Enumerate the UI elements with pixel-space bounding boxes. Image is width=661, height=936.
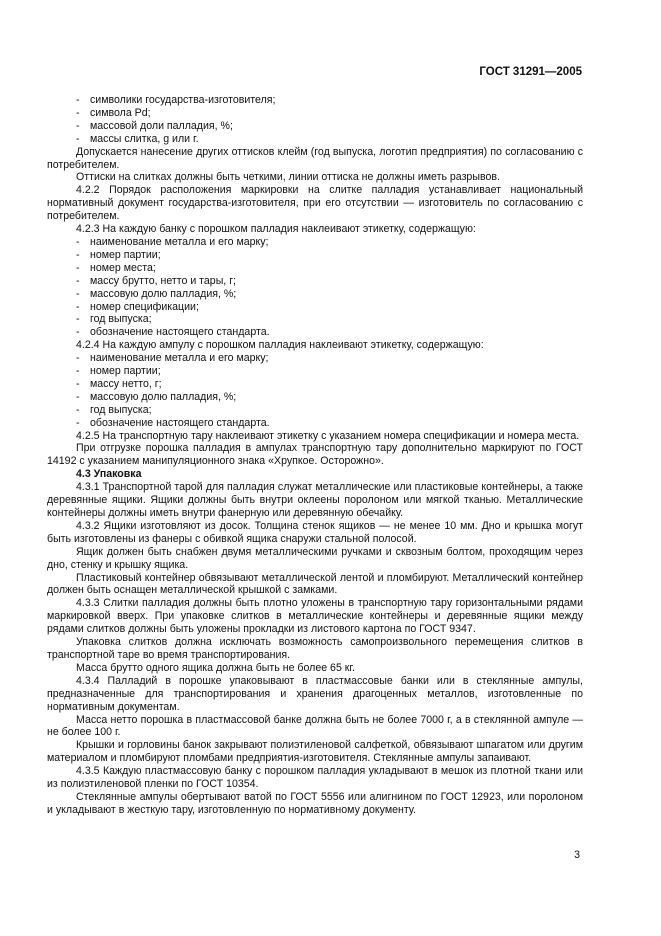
paragraph: Оттиски на слитках должны быть четкими, линии оттиска не должны иметь разрывов. (76, 171, 500, 184)
list-dash: - (76, 377, 80, 390)
list-item-text: наименование металла и его марку; (90, 352, 269, 365)
list-item (47, 326, 583, 339)
list-dash: - (76, 390, 80, 403)
page-number: 3 (574, 849, 580, 861)
list-dash: - (76, 416, 80, 429)
list-dash: - (76, 287, 80, 300)
list-item (47, 378, 583, 391)
paragraph: 4.2.3 На каждую банку с порошком палладия наклеивают этикетку, содержащую: (76, 223, 476, 236)
paragraph: 4.3.4 Палладий в порошке упаковывают в пластмассовые банки или в стеклянные ампулы, предназначенные для транспортирования и хранения драгоценных металлов, изготовленные по нормативным документам. (47, 674, 583, 713)
paragraph: Пластиковый контейнер обвязывают металлической лентой и пломбируют. Металлический контейнер должен быть оснащен металлической крышкой с замками. (47, 571, 583, 597)
list-item (47, 352, 583, 365)
list-dash: - (76, 106, 80, 119)
paragraph: 4.2.5 На транспортную тару наклеивают этикетку с указанием номера спецификации и номера места. (76, 429, 580, 442)
list-item-text: обозначение настоящего стандарта. (90, 416, 270, 429)
paragraph: Упаковка слитков должна исключать возможность самопроизвольного перемещения слитков в транспортной таре во время транспортирования. (47, 636, 583, 661)
list-item-text: номер спецификации; (90, 300, 199, 313)
list-item-text: год выпуска; (90, 313, 152, 326)
list-item (47, 313, 583, 326)
list-item-text: массы слитка, g или г. (90, 132, 199, 145)
list-item-text: номер партии; (90, 248, 161, 261)
list-item-text: номер места; (90, 261, 156, 274)
paragraph: 4.3.2 Ящики изготовляют из досок. Толщина стенок ящиков — не менее 10 мм. Дно и крышка могут быть изготовлены из фанеры с обивкой ящика снаружи стальной полосой. (47, 519, 583, 545)
list-dash: - (76, 313, 80, 326)
list-dash: - (76, 235, 80, 248)
list-dash: - (76, 300, 80, 313)
list-item (47, 301, 583, 314)
list-dash: - (76, 248, 80, 261)
paragraph: 4.3.3 Слитки палладия должны быть плотно уложены в транспортную тару горизонтальными рядами маркировкой вверх. При упаковке слитков в металлические контейнеры и деревянные ящики между рядами слитков должны быть уложены прокладки из листового картона по ГОСТ 9347. (47, 597, 583, 636)
list-item (47, 365, 583, 378)
list-item-text: массовую долю палладия, %; (90, 390, 237, 403)
list-item-text: символики государства-изготовителя; (90, 94, 276, 106)
paragraph: Стеклянные ампулы обертывают ватой по ГОСТ 5556 или алигнином по ГОСТ 12923, или поролоном и укладывают в жесткую тару, изготовленную по нормативному документу. (47, 790, 583, 816)
list-item-text: символа Pd; (90, 106, 151, 119)
list-dash: - (76, 403, 80, 416)
paragraph: 4.3.1 Транспортной тарой для палладия служат металлические или пластиковые контейнеры, а также деревянные ящики. Ящики должны быть внутри оклеены поролоном или мягкой тканью. Металлические контейнеры должны иметь внутри фанерную или деревянную обечайку. (47, 481, 583, 519)
paragraph: Допускается нанесение других оттисков клейм (год выпуска, логотип предприятия) по согласованию с потребителем. (47, 145, 583, 171)
list-item (47, 120, 583, 133)
list-item-text: массовую долю палладия, %; (90, 287, 237, 300)
list-item (47, 262, 583, 275)
list-item-text: наименование металла и его марку; (90, 235, 269, 248)
list-item-text: массу нетто, г; (90, 377, 162, 390)
paragraph: Масса нетто порошка в пластмассовой банке должна быть не более 7000 г, а в стеклянной ампуле — не более 100 г. (47, 713, 583, 739)
list-dash: - (76, 119, 80, 132)
list-item-text: номер партии; (90, 365, 161, 378)
document-body (47, 94, 583, 817)
list-item (47, 94, 583, 107)
list-dash: - (76, 94, 80, 106)
list-item (47, 288, 583, 301)
list-dash: - (76, 274, 80, 287)
list-item-text: массу брутто, нетто и тары, г; (90, 274, 237, 287)
section-heading: 4.3 Упаковка (76, 468, 142, 481)
paragraph: Крышки и горловины банок закрывают полиэтиленовой салфеткой, обвязывают шпагатом или другим материалом и пломбируют пломбами предприятия-изготовителя. Стеклянные ампулы запаивают. (47, 739, 583, 765)
list-item (47, 133, 583, 146)
list-item-text: обозначение настоящего стандарта. (90, 326, 270, 339)
paragraph: 4.2.4 На каждую ампулу с порошком палладия наклеивают этикетку, содержащую: (76, 339, 484, 352)
list-dash: - (76, 326, 80, 339)
paragraph: Ящик должен быть снабжен двумя металлическими ручками и сквозным болтом, проходящим через дно, стенку и крышку ящика. (47, 545, 583, 571)
list-item-text: год выпуска; (90, 403, 152, 416)
paragraph: При отгрузке порошка палладия в ампулах транспортную тару дополнительно маркируют по ГОСТ 14192 с указанием манипуляционного знака «Хрупкое. Осторожно». (47, 442, 583, 468)
list-dash: - (76, 365, 80, 378)
list-item (47, 391, 583, 404)
list-item (47, 249, 583, 262)
list-item (47, 404, 583, 417)
list-dash: - (76, 261, 80, 274)
paragraph: 4.3.5 Каждую пластмассовую банку с порошком палладия укладывают в мешок из плотной ткани или из полиэтиленовой пленки по ГОСТ 10354. (47, 765, 583, 791)
list-item (47, 417, 583, 430)
list-dash: - (76, 132, 80, 145)
list-item (47, 236, 583, 249)
paragraph: 4.2.2 Порядок расположения маркировки на слитке палладия устанавливает национальный нормативный документ государства-изготовителя, при его отсутствии — изготовитель по согласованию с потребителем. (47, 184, 583, 223)
list-item-text: массовой доли палладия, %; (90, 119, 233, 132)
list-dash: - (76, 352, 80, 365)
paragraph: Масса брутто одного ящика должна быть не более 65 кг. (76, 661, 355, 674)
list-item (47, 275, 583, 288)
standard-header: ГОСТ 31291—2005 (479, 66, 582, 78)
list-item (47, 107, 583, 120)
